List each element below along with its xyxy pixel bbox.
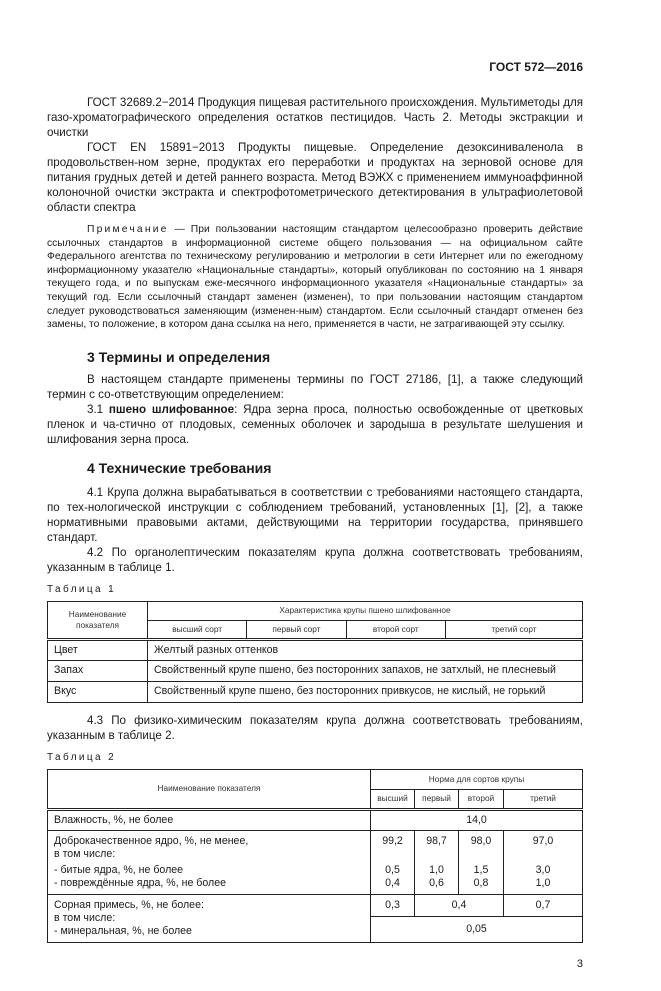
row-name bbox=[48, 894, 371, 942]
value-cell bbox=[371, 830, 415, 894]
table-caption: Таблица 1 bbox=[47, 583, 117, 595]
row-name: Вкус bbox=[48, 681, 148, 702]
row-name bbox=[48, 830, 371, 894]
paragraph: 4.2 По органолептическим показателям крупа должна соответствовать требованиям, указанным в таблице 1. bbox=[47, 545, 583, 574]
value-cell bbox=[504, 830, 583, 894]
row-name: Влажность, %, не более bbox=[48, 809, 371, 830]
row-name: Запах bbox=[48, 660, 148, 681]
term-definition bbox=[47, 402, 583, 447]
note-label: Примечание bbox=[87, 224, 169, 235]
row-line: - минеральная, %, не более bbox=[54, 924, 192, 937]
value: 0,8 bbox=[473, 876, 489, 889]
row-value: Желтый разных оттенков bbox=[148, 639, 583, 660]
row-line: Доброкачественное ядро, %, не менее, bbox=[54, 834, 249, 847]
table-1 bbox=[47, 601, 583, 703]
paragraph: 4.1 Крупа должна вырабатываться в соответствии с требованиями настоящего стандарта, по тех-нологической инструкции с соблюдением требований, установленных [1], [2], а также нормативными правовыми актами, действующими на территории государства, принявшего стандарт. bbox=[47, 485, 583, 544]
row-line: - битые ядра, %, не более bbox=[54, 863, 184, 876]
paragraph: В настоящем стандарте применены термины по ГОСТ 27186, [1], а также следующий термин с со-ответствующим определением: bbox=[47, 372, 583, 401]
section-heading: 3 Термины и определения bbox=[87, 348, 271, 365]
table-caption: Таблица 2 bbox=[47, 751, 117, 763]
value: 1,5 bbox=[473, 863, 489, 876]
header-cell: Наименование показателя bbox=[48, 769, 371, 809]
document-code: ГОСТ 572—2016 bbox=[489, 60, 583, 74]
section-4-3 bbox=[47, 713, 583, 743]
table-row bbox=[48, 809, 583, 830]
row-line: Сорная примесь, %, не более: bbox=[54, 898, 204, 911]
section-3 bbox=[47, 348, 583, 447]
table-row bbox=[48, 894, 583, 916]
header-cell: третий bbox=[504, 789, 583, 809]
value: 98,7 bbox=[426, 834, 447, 847]
header-cell: Наименование показателя bbox=[48, 601, 148, 639]
value: 1,0 bbox=[429, 863, 444, 876]
value: 1,0 bbox=[535, 876, 551, 889]
table-row bbox=[48, 639, 583, 660]
value-cell bbox=[459, 830, 504, 894]
row-line: - повреждённые ядра, %, не более bbox=[54, 876, 226, 889]
value-cell: 0,7 bbox=[504, 894, 583, 916]
paragraph: 4.3 По физико-химическим показателям крупа должна соответствовать требованиям, указанным в таблице 2. bbox=[47, 713, 583, 742]
value: 97,0 bbox=[532, 834, 554, 847]
value: 0,4 bbox=[385, 876, 400, 889]
header-cell: первый bbox=[415, 789, 459, 809]
reference-item: ГОСТ 32689.2−2014 Продукция пищевая растительного происхождения. Мультиметоды для газо-хроматографического определения остатков пестицидов. Часть 2. Методы экстракции и очистки bbox=[47, 96, 584, 139]
table-row bbox=[48, 681, 583, 702]
value: 0,6 bbox=[429, 876, 444, 889]
header-cell: третий сорт bbox=[445, 620, 582, 639]
row-name: Цвет bbox=[48, 639, 148, 660]
table-2 bbox=[47, 769, 583, 943]
value: 3,0 bbox=[535, 863, 551, 876]
note bbox=[47, 223, 583, 332]
value: 0,5 bbox=[385, 863, 400, 876]
section-4 bbox=[47, 459, 583, 575]
row-value: Свойственный крупе пшено, без посторонних запахов, не затхлый, не плесневый bbox=[148, 660, 583, 681]
header-cell: второй bbox=[459, 789, 504, 809]
definition: : Ядра зерна проса, полностью освобожденные от цветковых пленок и ча-стично от плодовых, семенных оболочек и зародыша в результате шелушения и шлифования зерна проса. bbox=[47, 402, 584, 446]
row-line: в том числе: bbox=[54, 911, 116, 924]
page-number: 3 bbox=[576, 957, 583, 970]
header-cell: высший bbox=[371, 789, 415, 809]
value-cell bbox=[415, 830, 459, 894]
table-row bbox=[48, 660, 583, 681]
value-cell: 0,3 bbox=[371, 894, 415, 916]
header-cell: высший сорт bbox=[148, 620, 247, 639]
header-cell: Характеристика крупы пшено шлифованное bbox=[148, 601, 583, 620]
reference-item: ГОСТ EN 15891−2013 Продукты пищевые. Определение дезоксиниваленола в продовольствен-ном зерне, продуктах его переработки и продуктах на зерновой основе для питания грудных детей и детей раннего возраста. Метод ВЭЖХ с применением иммуноаффинной колоночной очистки экстракта и спектрофотометрического детектирования в ультрафиолетовой области спектра bbox=[47, 141, 583, 214]
section-heading: 4 Технические требования bbox=[87, 459, 272, 476]
table-row bbox=[48, 830, 583, 894]
value: 98,0 bbox=[470, 834, 492, 847]
header-cell: первый сорт bbox=[247, 620, 346, 639]
value-cell: 0,4 bbox=[415, 894, 504, 916]
value-cell: 0,05 bbox=[371, 917, 583, 943]
note-text: — При пользовании настоящим стандартом целесообразно проверить действие ссылочных стандартов в информационной системе общего пользования — на официальном сайте Федерального агентства по техническому регулированию и метрологии в сети Интернет или по ежегодному информационному указателю «Национальные стандарты», который опубликован по состоянию на 1 января текущего года, и по выпускам еже-месячного информационного указателя «Национальные стандарты» за текущий год. Если ссылочный стандарт заменен (изменен), то при пользовании настоящим стандартом следует руководствоваться заменяющим (изменен-ным) стандартом. Если ссылочный стандарт отменен без замены, то положение, в котором дана ссылка на него, применяется в части, не затрагивающей эту ссылку. bbox=[47, 224, 583, 331]
row-line: в том числе: bbox=[54, 847, 116, 860]
row-value: Свойственный крупе пшено, без посторонних привкусов, не кислый, не горький bbox=[148, 681, 583, 702]
header-cell: Норма для сортов крупы bbox=[371, 769, 583, 789]
header-cell: второй сорт bbox=[346, 620, 445, 639]
row-value: 14,0 bbox=[371, 809, 583, 830]
term-number: 3.1 bbox=[87, 402, 109, 416]
term: пшено шлифованное bbox=[108, 402, 235, 416]
value: 99,2 bbox=[382, 834, 403, 847]
normative-references bbox=[47, 95, 583, 215]
